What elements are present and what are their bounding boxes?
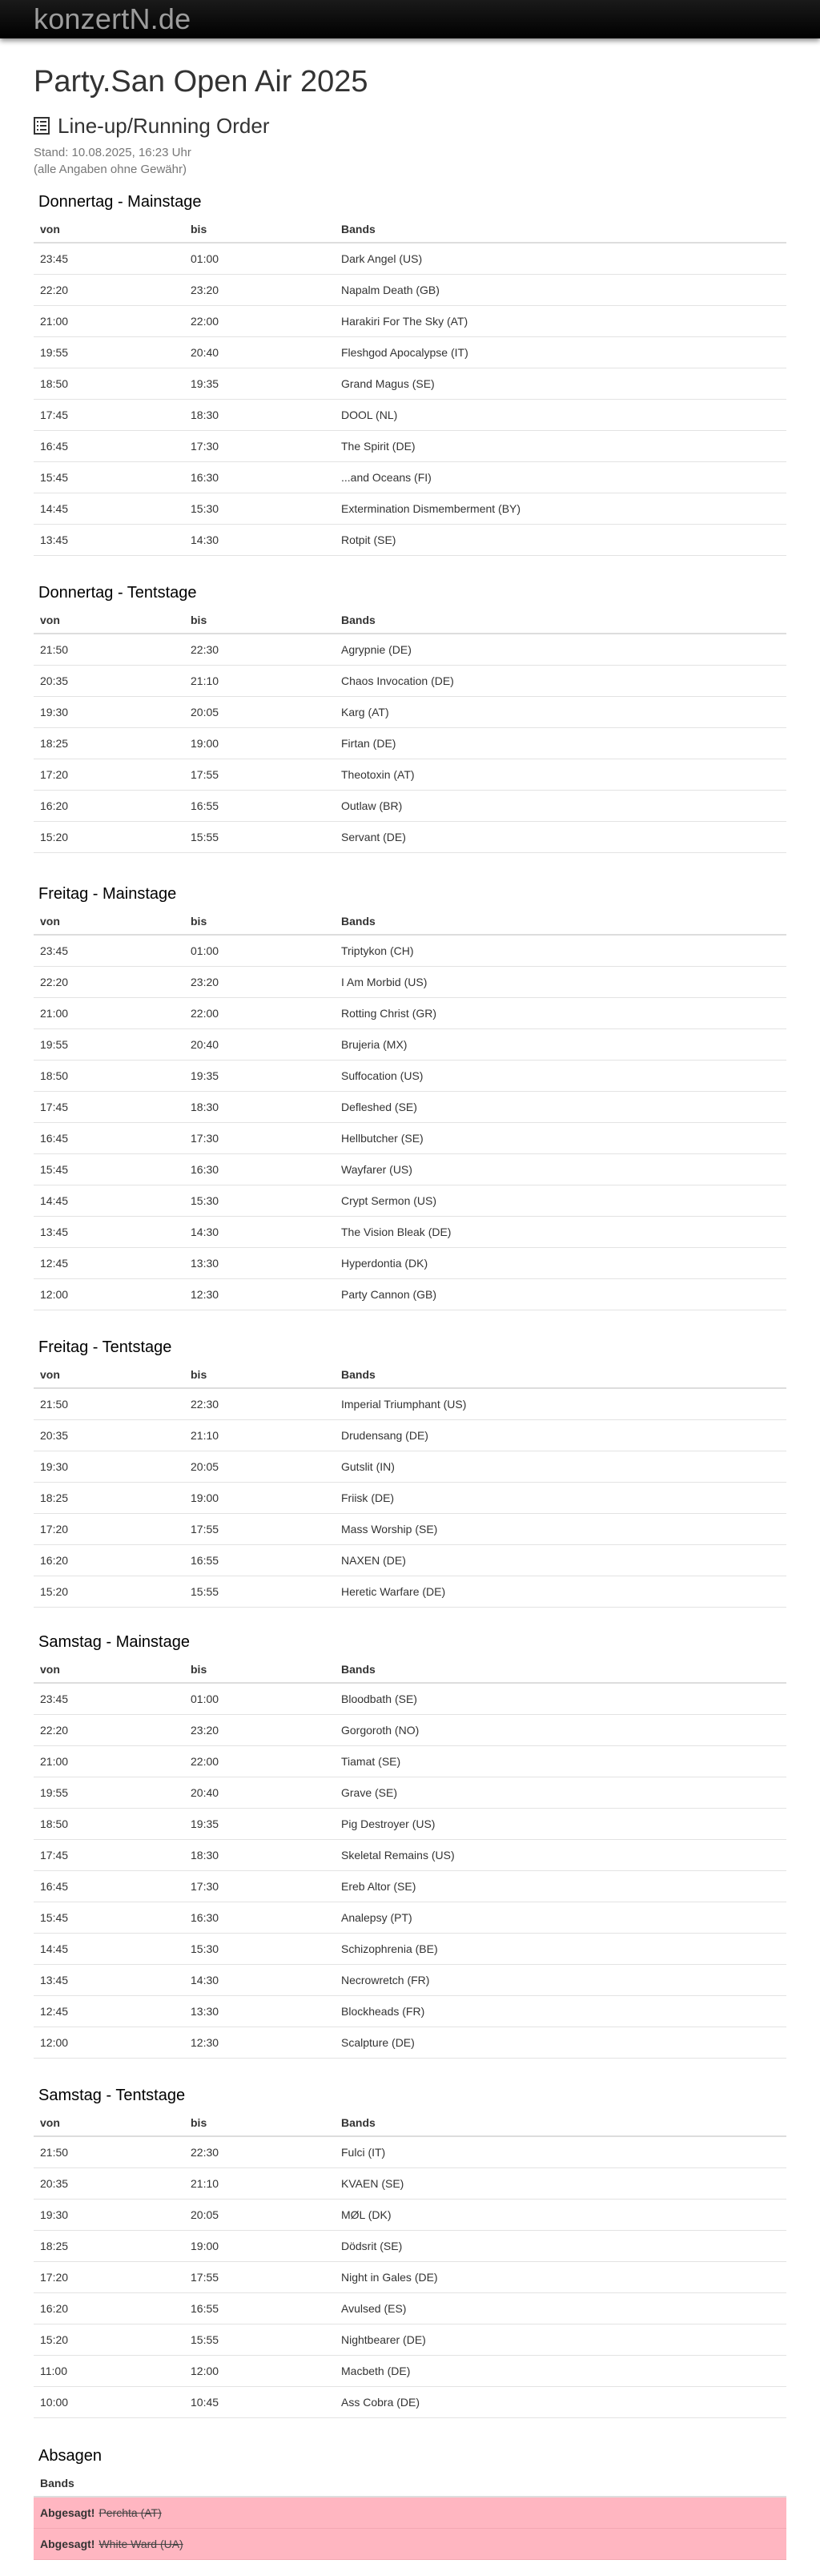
table-row — [34, 697, 786, 728]
table-row — [34, 244, 786, 275]
time-from: 21:00 — [40, 315, 69, 328]
time-from: 18:25 — [40, 2240, 69, 2252]
time-to: 12:30 — [191, 1288, 219, 1301]
time-to: 17:30 — [191, 440, 219, 453]
time-from: 17:20 — [40, 2271, 69, 2284]
col-header-bands: Bands — [341, 1663, 376, 1676]
stage-section — [34, 2086, 786, 2418]
time-from: 15:45 — [40, 471, 69, 484]
band-name: Dark Angel (US) — [341, 252, 423, 265]
time-from: 16:45 — [40, 1132, 69, 1145]
band-name: Imperial Triumphant (US) — [341, 1398, 467, 1411]
band-name: Firtan (DE) — [341, 737, 396, 750]
band-name: Mass Worship (SE) — [341, 1523, 438, 1536]
page-title: Party.San Open Air 2025 — [34, 65, 368, 99]
time-to: 19:00 — [191, 2240, 219, 2252]
band-name: Fleshgod Apocalypse (IT) — [341, 346, 468, 359]
time-to: 10:45 — [191, 2396, 219, 2409]
table-row — [34, 1483, 786, 1514]
time-to: 17:55 — [191, 768, 219, 781]
time-from: 18:50 — [40, 1817, 69, 1830]
table-row — [34, 1514, 786, 1545]
band-name: Rotting Christ (GR) — [341, 1007, 437, 1020]
table-row — [34, 337, 786, 368]
stage-section — [34, 1338, 786, 1608]
time-to: 15:55 — [191, 2333, 219, 2346]
col-header-to: bis — [191, 1368, 207, 1381]
time-to: 13:30 — [191, 1257, 219, 1270]
stage-section — [34, 1632, 786, 2059]
time-from: 19:30 — [40, 2208, 69, 2221]
time-to: 19:35 — [191, 377, 219, 390]
navbar — [0, 0, 820, 38]
time-to: 20:05 — [191, 2208, 219, 2221]
table-row — [34, 1420, 786, 1451]
band-name: Necrowretch (FR) — [341, 1974, 430, 1986]
table-row — [34, 1185, 786, 1217]
time-to: 16:30 — [191, 471, 219, 484]
table-row — [34, 759, 786, 791]
table-row — [34, 822, 786, 853]
band-name: Gutslit (IN) — [341, 1460, 395, 1473]
time-to: 12:30 — [191, 2036, 219, 2049]
time-from: 12:45 — [40, 2005, 69, 2018]
band-name: Brujeria (MX) — [341, 1038, 408, 1051]
page-subtitle — [34, 112, 270, 139]
time-from: 19:55 — [40, 1038, 69, 1051]
time-from: 21:00 — [40, 1755, 69, 1768]
table-row — [34, 2200, 786, 2231]
table-row — [34, 2027, 786, 2059]
table-row — [34, 1965, 786, 1996]
band-name: Rotpit (SE) — [341, 533, 396, 546]
table-row — [34, 493, 786, 525]
stand-timestamp: Stand: 10.08.2025, 16:23 Uhr — [34, 146, 191, 159]
time-from: 21:50 — [40, 643, 69, 656]
col-header-from: von — [40, 1663, 60, 1676]
cancelled-tag: Abgesagt! — [40, 2538, 95, 2550]
stage-title: Samstag - Mainstage — [38, 1633, 190, 1651]
time-from: 22:20 — [40, 1724, 69, 1737]
stage-title: Freitag - Mainstage — [38, 885, 177, 903]
time-from: 16:45 — [40, 440, 69, 453]
time-from: 17:20 — [40, 1523, 69, 1536]
col-header-bands: Bands — [341, 614, 376, 626]
table-row — [34, 1248, 786, 1279]
time-to: 22:00 — [191, 315, 219, 328]
band-name: Hyperdontia (DK) — [341, 1257, 428, 1270]
col-header-to: bis — [191, 614, 207, 626]
time-from: 10:00 — [40, 2396, 69, 2409]
time-from: 21:50 — [40, 1398, 69, 1411]
time-to: 23:20 — [191, 284, 219, 296]
time-from: 12:00 — [40, 2036, 69, 2049]
band-name: Crypt Sermon (US) — [341, 1194, 437, 1207]
time-to: 14:30 — [191, 1226, 219, 1238]
time-to: 20:05 — [191, 706, 219, 718]
band-name: Night in Gales (DE) — [341, 2271, 438, 2284]
band-name: Analepsy (PT) — [341, 1911, 412, 1924]
time-to: 17:55 — [191, 2271, 219, 2284]
time-from: 14:45 — [40, 502, 69, 515]
time-from: 15:45 — [40, 1163, 69, 1176]
time-to: 12:00 — [191, 2365, 219, 2377]
col-header-from: von — [40, 614, 60, 626]
col-header-to: bis — [191, 2116, 207, 2129]
stage-title: Donnertag - Tentstage — [38, 584, 197, 602]
table-row — [34, 2137, 786, 2168]
time-from: 17:45 — [40, 1849, 69, 1862]
table-row — [34, 998, 786, 1029]
table-row — [34, 728, 786, 759]
band-name: Friisk (DE) — [341, 1491, 395, 1504]
band-name: Dödsrit (SE) — [341, 2240, 403, 2252]
band-name: Drudensang (DE) — [341, 1429, 428, 1442]
time-from: 21:00 — [40, 1007, 69, 1020]
col-header-bands: Bands — [341, 1368, 376, 1381]
band-name: Extermination Dismemberment (BY) — [341, 502, 521, 515]
time-to: 18:30 — [191, 1101, 219, 1113]
time-to: 14:30 — [191, 1974, 219, 1986]
band-name: Chaos Invocation (DE) — [341, 674, 454, 687]
band-name: Ereb Altor (SE) — [341, 1880, 416, 1893]
band-name: Avulsed (ES) — [341, 2302, 407, 2315]
band-name: Blockheads (FR) — [341, 2005, 425, 2018]
brand-logo-link[interactable]: konzertN.de — [34, 2, 191, 35]
band-name: Scalpture (DE) — [341, 2036, 415, 2049]
table-row — [34, 967, 786, 998]
subtitle-text: Line-up/Running Order — [58, 114, 270, 138]
band-name: DOOL (NL) — [341, 409, 398, 421]
time-from: 17:45 — [40, 1101, 69, 1113]
band-name: NAXEN (DE) — [341, 1554, 406, 1567]
col-header-bands: Bands — [40, 2477, 74, 2489]
band-name: Skeletal Remains (US) — [341, 1849, 455, 1862]
table-row — [34, 462, 786, 493]
table-row — [34, 368, 786, 400]
time-from: 15:20 — [40, 1585, 69, 1598]
time-from: 20:35 — [40, 674, 69, 687]
table-header — [34, 1656, 786, 1684]
band-name: Gorgoroth (NO) — [341, 1724, 420, 1737]
disclaimer: (alle Angaben ohne Gewähr) — [34, 163, 187, 176]
time-from: 13:45 — [40, 1974, 69, 1986]
table-row — [34, 1451, 786, 1483]
band-name: Theotoxin (AT) — [341, 768, 415, 781]
time-to: 15:30 — [191, 1194, 219, 1207]
band-name: Schizophrenia (BE) — [341, 1942, 438, 1955]
cancelled-row — [34, 2498, 786, 2529]
band-name: Bloodbath (SE) — [341, 1693, 417, 1705]
time-from: 18:50 — [40, 377, 69, 390]
time-from: 12:00 — [40, 1288, 69, 1301]
band-name: Suffocation (US) — [341, 1069, 424, 1082]
stage-title: Donnertag - Mainstage — [38, 193, 202, 211]
time-to: 15:55 — [191, 831, 219, 843]
time-from: 16:20 — [40, 1554, 69, 1567]
time-to: 15:30 — [191, 502, 219, 515]
time-to: 21:10 — [191, 1429, 219, 1442]
time-to: 13:30 — [191, 2005, 219, 2018]
time-to: 17:30 — [191, 1132, 219, 1145]
band-name: Servant (DE) — [341, 831, 406, 843]
time-from: 19:30 — [40, 1460, 69, 1473]
cancelled-band-name: Perchta (AT) — [98, 2506, 162, 2519]
table-row — [34, 1545, 786, 1576]
time-from: 18:25 — [40, 737, 69, 750]
time-from: 23:45 — [40, 252, 69, 265]
col-header-bands: Bands — [341, 915, 376, 928]
time-to: 01:00 — [191, 1693, 219, 1705]
band-name: Heretic Warfare (DE) — [341, 1585, 446, 1598]
band-name: Ass Cobra (DE) — [341, 2396, 420, 2409]
time-from: 21:50 — [40, 2146, 69, 2159]
table-row — [34, 1389, 786, 1420]
table-row — [34, 2387, 786, 2418]
time-from: 20:35 — [40, 1429, 69, 1442]
table-row — [34, 1840, 786, 1871]
band-name: Outlaw (BR) — [341, 799, 403, 812]
table-header — [34, 1362, 786, 1389]
table-row — [34, 666, 786, 697]
cancelled-tag: Abgesagt! — [40, 2506, 95, 2519]
stage-title: Samstag - Tentstage — [38, 2087, 186, 2104]
band-name: The Vision Bleak (DE) — [341, 1226, 452, 1238]
band-name: I Am Morbid (US) — [341, 976, 428, 988]
cancellations-title: Absagen — [38, 2447, 102, 2465]
time-from: 11:00 — [40, 2365, 67, 2377]
table-row — [34, 1092, 786, 1123]
table-row — [34, 1902, 786, 1934]
table-header — [34, 2110, 786, 2137]
table-row — [34, 400, 786, 431]
time-to: 19:00 — [191, 1491, 219, 1504]
list-document-icon — [34, 117, 50, 135]
table-row — [34, 2168, 786, 2200]
table-row — [34, 1061, 786, 1092]
time-to: 15:30 — [191, 1942, 219, 1955]
time-from: 15:45 — [40, 1911, 69, 1924]
col-header-to: bis — [191, 223, 207, 235]
band-name: Macbeth (DE) — [341, 2365, 411, 2377]
time-from: 23:45 — [40, 1693, 69, 1705]
table-row — [34, 634, 786, 666]
table-header — [34, 607, 786, 634]
table-row — [34, 2356, 786, 2387]
time-to: 22:30 — [191, 2146, 219, 2159]
table-row — [34, 1934, 786, 1965]
table-row — [34, 2293, 786, 2324]
table-row — [34, 1777, 786, 1809]
table-header — [34, 908, 786, 936]
table-row — [34, 275, 786, 306]
table-row — [34, 1123, 786, 1154]
time-to: 16:55 — [191, 799, 219, 812]
table-row — [34, 1871, 786, 1902]
band-name: Defleshed (SE) — [341, 1101, 417, 1113]
table-row — [34, 1715, 786, 1746]
time-to: 22:00 — [191, 1007, 219, 1020]
band-name: Wayfarer (US) — [341, 1163, 412, 1176]
time-from: 19:30 — [40, 706, 69, 718]
table-row — [34, 1029, 786, 1061]
time-from: 23:45 — [40, 944, 69, 957]
table-row — [34, 1809, 786, 1840]
time-from: 17:20 — [40, 768, 69, 781]
cancellations-section — [34, 2446, 786, 2560]
stand-info — [34, 144, 191, 178]
time-to: 21:10 — [191, 2177, 219, 2190]
band-name: Pig Destroyer (US) — [341, 1817, 436, 1830]
col-header-to: bis — [191, 1663, 207, 1676]
table-header — [34, 2470, 786, 2498]
band-name: Grand Magus (SE) — [341, 377, 435, 390]
col-header-from: von — [40, 2116, 60, 2129]
time-to: 19:35 — [191, 1817, 219, 1830]
time-from: 16:45 — [40, 1880, 69, 1893]
band-name: The Spirit (DE) — [341, 440, 416, 453]
table-row — [34, 1154, 786, 1185]
time-from: 12:45 — [40, 1257, 69, 1270]
time-to: 20:40 — [191, 1786, 219, 1799]
time-to: 22:30 — [191, 643, 219, 656]
band-name: Party Cannon (GB) — [341, 1288, 437, 1301]
time-to: 19:35 — [191, 1069, 219, 1082]
time-to: 14:30 — [191, 533, 219, 546]
col-header-bands: Bands — [341, 223, 376, 235]
time-from: 19:55 — [40, 346, 69, 359]
time-from: 22:20 — [40, 976, 69, 988]
table-row — [34, 2262, 786, 2293]
band-name: Triptykon (CH) — [341, 944, 414, 957]
table-row — [34, 936, 786, 967]
stage-section — [34, 884, 786, 1310]
time-to: 17:55 — [191, 1523, 219, 1536]
table-row — [34, 525, 786, 556]
time-from: 22:20 — [40, 284, 69, 296]
time-from: 13:45 — [40, 1226, 69, 1238]
time-to: 22:00 — [191, 1755, 219, 1768]
table-row — [34, 1576, 786, 1608]
band-name: Karg (AT) — [341, 706, 389, 718]
table-row — [34, 2231, 786, 2262]
band-name: Nightbearer (DE) — [341, 2333, 426, 2346]
time-from: 15:20 — [40, 831, 69, 843]
table-row — [34, 1684, 786, 1715]
col-header-from: von — [40, 915, 60, 928]
time-to: 01:00 — [191, 944, 219, 957]
time-to: 18:30 — [191, 1849, 219, 1862]
time-to: 17:30 — [191, 1880, 219, 1893]
table-row — [34, 1279, 786, 1310]
time-from: 18:50 — [40, 1069, 69, 1082]
table-header — [34, 216, 786, 244]
time-to: 21:10 — [191, 674, 219, 687]
time-to: 23:20 — [191, 1724, 219, 1737]
time-to: 16:30 — [191, 1163, 219, 1176]
time-to: 19:00 — [191, 737, 219, 750]
time-from: 15:20 — [40, 2333, 69, 2346]
table-row — [34, 791, 786, 822]
stage-section — [34, 192, 786, 556]
band-name: Fulci (IT) — [341, 2146, 386, 2159]
band-name: Tiamat (SE) — [341, 1755, 401, 1768]
band-name: Harakiri For The Sky (AT) — [341, 315, 468, 328]
time-to: 23:20 — [191, 976, 219, 988]
band-name: Napalm Death (GB) — [341, 284, 440, 296]
time-to: 18:30 — [191, 409, 219, 421]
time-to: 20:05 — [191, 1460, 219, 1473]
stage-title: Freitag - Tentstage — [38, 1338, 172, 1356]
band-name: MØL (DK) — [341, 2208, 392, 2221]
cancelled-band-name: White Ward (UA) — [98, 2538, 183, 2550]
stage-section — [34, 583, 786, 853]
time-from: 14:45 — [40, 1942, 69, 1955]
table-row — [34, 1217, 786, 1248]
time-to: 16:55 — [191, 2302, 219, 2315]
time-from: 16:20 — [40, 2302, 69, 2315]
col-header-from: von — [40, 223, 60, 235]
table-row — [34, 431, 786, 462]
band-name: ...and Oceans (FI) — [341, 471, 432, 484]
time-from: 17:45 — [40, 409, 69, 421]
time-to: 16:55 — [191, 1554, 219, 1567]
time-from: 13:45 — [40, 533, 69, 546]
band-name: KVAEN (SE) — [341, 2177, 404, 2190]
time-to: 20:40 — [191, 346, 219, 359]
col-header-bands: Bands — [341, 2116, 376, 2129]
time-to: 01:00 — [191, 252, 219, 265]
time-from: 16:20 — [40, 799, 69, 812]
band-name: Agrypnie (DE) — [341, 643, 412, 656]
time-to: 20:40 — [191, 1038, 219, 1051]
table-row — [34, 306, 786, 337]
time-to: 22:30 — [191, 1398, 219, 1411]
time-from: 19:55 — [40, 1786, 69, 1799]
col-header-to: bis — [191, 915, 207, 928]
time-to: 16:30 — [191, 1911, 219, 1924]
time-to: 15:55 — [191, 1585, 219, 1598]
band-name: Grave (SE) — [341, 1786, 398, 1799]
time-from: 20:35 — [40, 2177, 69, 2190]
table-row — [34, 2324, 786, 2356]
cancelled-row — [34, 2529, 786, 2560]
band-name: Hellbutcher (SE) — [341, 1132, 424, 1145]
col-header-from: von — [40, 1368, 60, 1381]
time-from: 14:45 — [40, 1194, 69, 1207]
time-from: 18:25 — [40, 1491, 69, 1504]
table-row — [34, 1996, 786, 2027]
table-row — [34, 1746, 786, 1777]
